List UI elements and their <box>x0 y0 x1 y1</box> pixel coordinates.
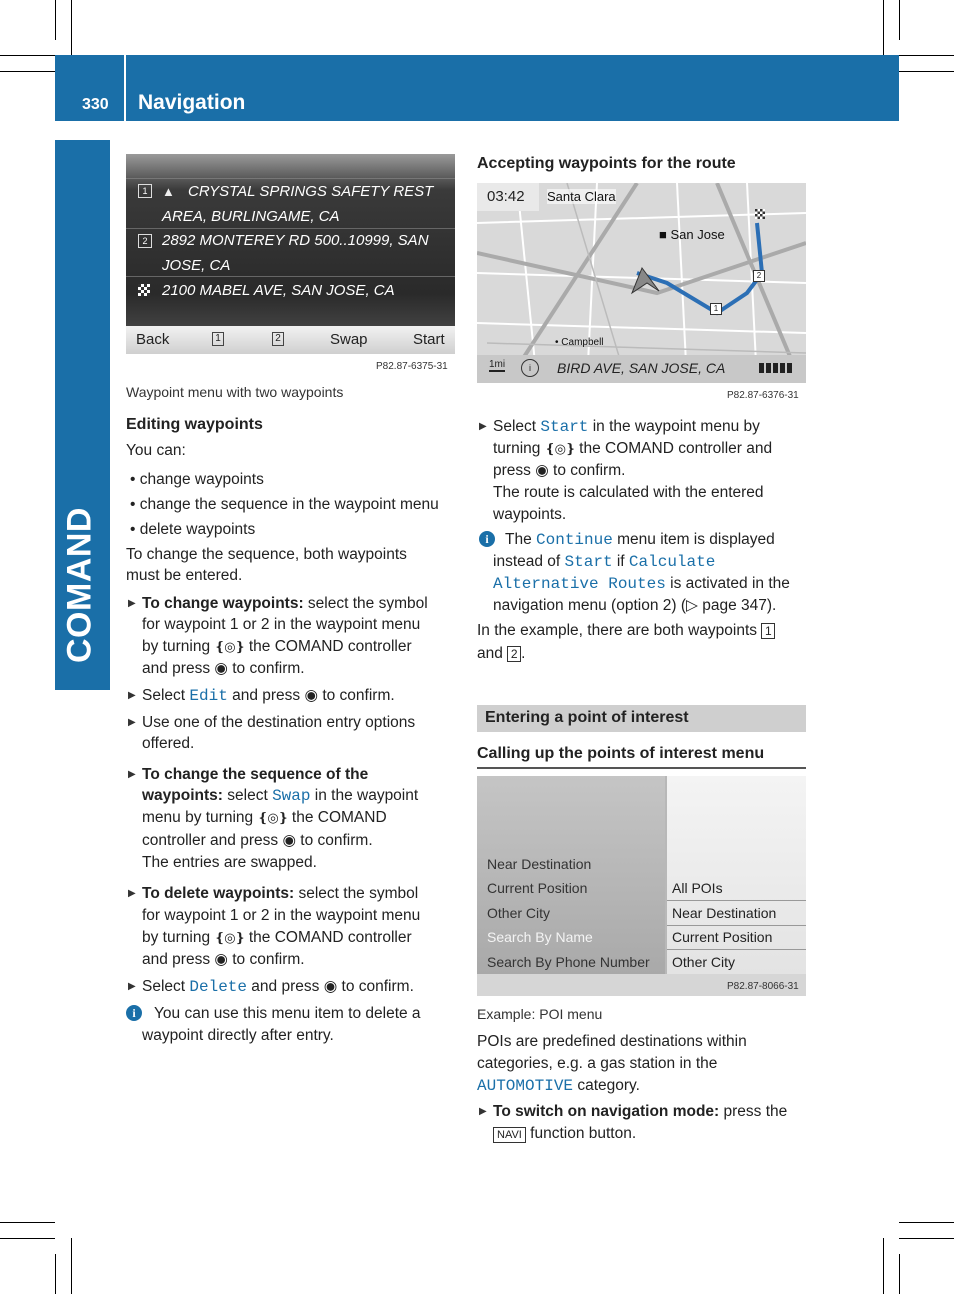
signal-strength-icon <box>759 363 793 373</box>
step-text: Select Delete and press ◉ to confirm. <box>142 978 414 996</box>
crop-mark <box>0 1222 55 1223</box>
crop-mark <box>899 55 954 56</box>
crop-mark <box>899 1254 900 1294</box>
controller-press-icon: ◉ <box>282 832 296 849</box>
waypoint-1-icon: 1 <box>138 184 152 198</box>
crop-mark <box>55 1254 56 1294</box>
controller-turn-icon: ❴◎❵ <box>257 810 288 825</box>
menu-start[interactable]: Start <box>413 331 445 348</box>
info-text: Alternative Routes is activated in the <box>493 575 790 593</box>
step-text: and press ◉ to confirm. <box>142 951 305 968</box>
crop-mark <box>899 1222 954 1223</box>
controller-turn-icon: ❴◎❵ <box>214 639 245 654</box>
chapter-tab-label: COMAND <box>60 507 99 663</box>
crop-mark <box>71 1238 72 1294</box>
crop-mark <box>0 55 55 56</box>
waypoint-1-marker-icon: 1 <box>710 303 722 315</box>
info-text: instead of Start if Calculate <box>493 553 716 571</box>
you-can-text: You can: <box>126 442 186 459</box>
controller-press-icon: ◉ <box>214 951 228 968</box>
menu-waypoint-1[interactable]: 1 <box>212 332 224 346</box>
waypoint-2-line1: 2892 MONTEREY RD 500..10999, SAN <box>162 232 429 249</box>
destination-line: 2100 MABEL AVE, SAN JOSE, CA <box>162 282 395 299</box>
poi-left-item[interactable]: Near Destination <box>487 856 592 872</box>
poi-left-item[interactable]: Current Position <box>487 880 588 896</box>
step-text: menu by turning ❴◎❵ the COMAND <box>142 807 387 829</box>
waypoint-2-icon: 2 <box>138 234 152 248</box>
step-text: waypoints: select Swap in the waypoint <box>142 787 419 805</box>
destination-flag-icon <box>755 209 765 219</box>
waypoint-2-line2: JOSE, CA <box>162 257 231 274</box>
step-text: Select Start in the waypoint menu by <box>493 418 760 436</box>
step-text: To change waypoints: select the symbol <box>142 595 428 612</box>
step-text: by turning ❴◎❵ the COMAND controller <box>142 636 412 658</box>
editing-heading: Editing waypoints <box>126 416 263 433</box>
navi-key: NAVI <box>493 1127 526 1143</box>
menu-swap[interactable]: Swap <box>330 331 368 348</box>
city-label: • Campbell <box>555 337 604 348</box>
step-text: The entries are swapped. <box>142 854 317 871</box>
poi-text: POIs are predefined destinations within <box>477 1033 747 1050</box>
poi-text: AUTOMOTIVE category. <box>477 1077 640 1095</box>
poi-right-item[interactable]: Current Position <box>672 929 773 945</box>
map-scale: 1mi <box>489 359 506 370</box>
step-text: by turning ❴◎❵ the COMAND controller <box>142 927 412 949</box>
step-arrow-icon: ▶ <box>128 888 136 899</box>
step-text: for waypoint 1 or 2 in the waypoint menu <box>142 907 421 924</box>
menu-waypoint-2[interactable]: 2 <box>272 332 284 346</box>
step-arrow-icon: ▶ <box>479 421 487 432</box>
controller-press-icon: ◉ <box>535 462 549 479</box>
city-label: ■ San Jose <box>659 227 725 242</box>
step-text: The route is calculated with the entered <box>493 484 764 501</box>
poi-right-item[interactable]: Other City <box>672 954 736 970</box>
info-text: waypoint directly after entry. <box>142 1027 334 1044</box>
crop-mark <box>0 1238 55 1239</box>
step-text: To change the sequence of the <box>142 766 369 783</box>
crop-mark <box>899 71 954 72</box>
controller-press-icon: ◉ <box>304 687 319 704</box>
bullet-item: • change waypoints <box>130 471 264 488</box>
step-arrow-icon: ▶ <box>128 690 136 701</box>
example-text: and 2 . <box>477 645 526 662</box>
route-map-screenshot <box>477 183 806 383</box>
step-arrow-icon: ▶ <box>128 598 136 609</box>
compass-icon: i <box>521 359 539 377</box>
info-text: You can use this menu item to delete a <box>154 1005 421 1022</box>
image-reference: P82.87-6376-31 <box>727 390 799 401</box>
accept-heading: Accepting waypoints for the route <box>477 155 736 172</box>
crop-mark <box>0 71 55 72</box>
step-arrow-icon: ▶ <box>128 717 136 728</box>
controller-press-icon: ◉ <box>323 978 338 995</box>
step-text: Select Edit and press ◉ to confirm. <box>142 687 395 705</box>
step-text: offered. <box>142 735 195 752</box>
poi-left-item-selected[interactable]: Search By Name <box>487 929 593 945</box>
poi-icon: ▲ <box>162 184 175 199</box>
image-reference: P82.87-8066-31 <box>727 981 799 992</box>
waypoint-2-box: 2 <box>507 646 521 662</box>
menu-back[interactable]: Back <box>136 331 170 348</box>
bullet-item: • change the sequence in the waypoint menu <box>130 496 439 513</box>
poi-right-item[interactable]: All POIs <box>672 880 723 896</box>
sequence-note: To change the sequence, both waypoints <box>126 546 407 563</box>
poi-menu-screenshot <box>477 776 806 996</box>
crop-mark <box>55 0 56 40</box>
step-text: Use one of the destination entry options <box>142 714 416 731</box>
section-title: Entering a point of interest <box>485 709 689 726</box>
step-text: NAVI function button. <box>493 1123 636 1145</box>
crop-mark <box>883 1238 884 1294</box>
bullet-item: • delete waypoints <box>130 521 256 538</box>
map-time: 03:42 <box>477 183 539 211</box>
crop-mark <box>883 0 884 55</box>
step-text: press ◉ to confirm. <box>493 462 626 479</box>
crop-mark <box>899 0 900 40</box>
controller-press-icon: ◉ <box>214 660 228 677</box>
step-text: waypoints. <box>493 506 567 523</box>
info-text: The Continue menu item is displayed <box>505 531 775 549</box>
info-text: navigation menu (option 2) (▷ page 347). <box>493 597 777 614</box>
waypoint-menu-screenshot <box>126 154 455 354</box>
heading-underline <box>477 767 806 769</box>
info-icon: i <box>479 531 495 547</box>
info-icon: i <box>126 1005 142 1021</box>
step-text: controller and press ◉ to confirm. <box>142 832 373 849</box>
figure-caption: Example: POI menu <box>477 1006 603 1022</box>
waypoint-1-line2: AREA, BURLINGAME, CA <box>162 208 340 225</box>
waypoint-2-marker-icon: 2 <box>753 270 765 282</box>
waypoint-1-line1: CRYSTAL SPRINGS SAFETY REST <box>188 183 434 200</box>
poi-heading: Calling up the points of interest menu <box>477 745 765 762</box>
image-reference: P82.87-6375-31 <box>376 361 448 372</box>
crop-mark <box>899 1238 954 1239</box>
step-text: turning ❴◎❵ the COMAND controller and <box>493 438 772 460</box>
header-divider <box>124 55 126 121</box>
poi-left-item[interactable]: Other City <box>487 905 551 921</box>
checkered-flag-icon <box>138 284 150 296</box>
city-label: Santa Clara <box>547 189 616 204</box>
step-arrow-icon: ▶ <box>479 1106 487 1117</box>
poi-right-item[interactable]: Near Destination <box>672 905 777 921</box>
figure-caption: Waypoint menu with two waypoints <box>126 384 344 400</box>
poi-left-item[interactable]: Search By Phone Number <box>487 954 650 970</box>
step-arrow-icon: ▶ <box>128 769 136 780</box>
step-text: To switch on navigation mode: press the <box>493 1103 788 1120</box>
crop-mark <box>71 0 72 55</box>
sequence-note: must be entered. <box>126 567 243 584</box>
page-title: Navigation <box>138 91 246 114</box>
step-arrow-icon: ▶ <box>128 981 136 992</box>
example-text: In the example, there are both waypoints 1 <box>477 620 775 642</box>
map-address: BIRD AVE, SAN JOSE, CA <box>557 360 726 376</box>
poi-text: categories, e.g. a gas station in the <box>477 1055 718 1072</box>
waypoint-1-box: 1 <box>761 623 775 639</box>
step-text: and press ◉ to confirm. <box>142 660 305 677</box>
controller-turn-icon: ❴◎❵ <box>544 441 575 456</box>
page-number: 330 <box>82 96 109 113</box>
step-text: for waypoint 1 or 2 in the waypoint menu <box>142 616 421 633</box>
step-text: To delete waypoints: select the symbol <box>142 885 419 902</box>
controller-turn-icon: ❴◎❵ <box>214 930 245 945</box>
